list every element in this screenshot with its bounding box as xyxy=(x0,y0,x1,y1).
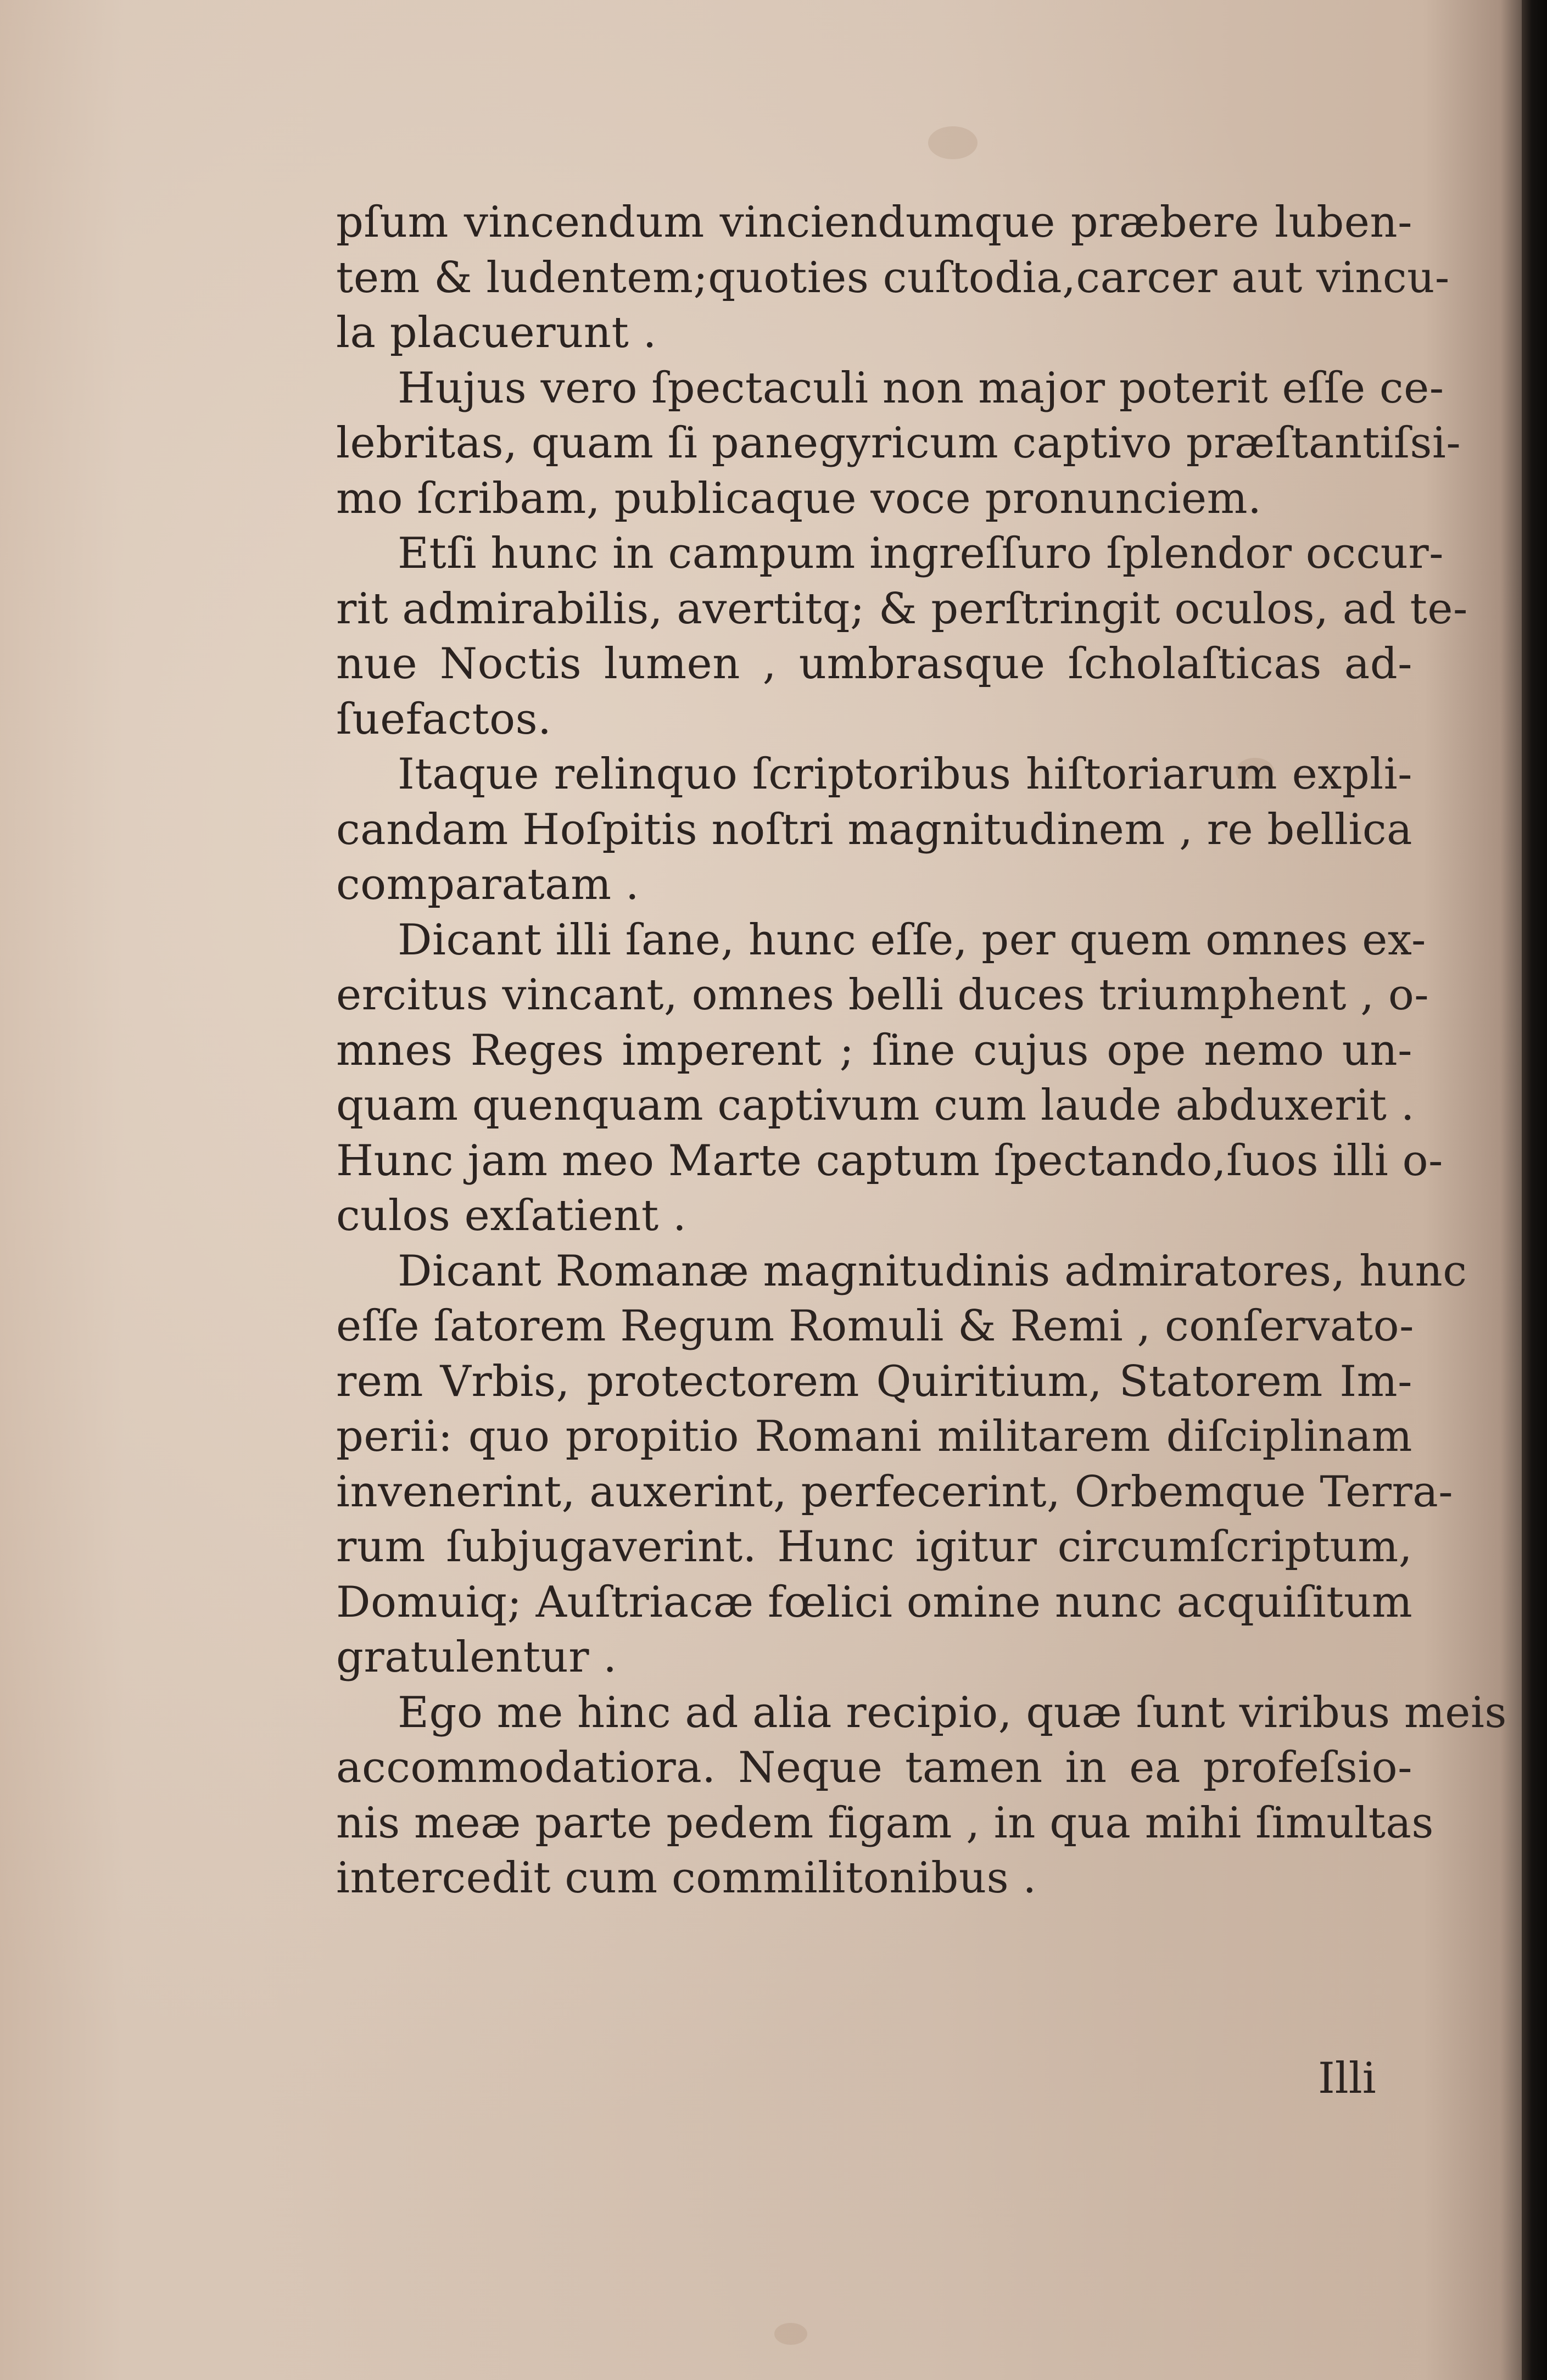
text-line: Itaque relinquo ſcriptoribus hiſtoriarum expli- xyxy=(398,750,1412,799)
text-line: Ego me hinc ad alia recipio, quæ ſunt viribus meis xyxy=(398,1688,1507,1737)
text-line: ſuefactos. xyxy=(336,694,552,744)
text-line: Hunc jam meo Marte captum ſpectando,ſuos illi o- xyxy=(336,1136,1443,1186)
text-line: gratulentur . xyxy=(336,1633,617,1682)
text-line: rit admirabilis, avertitq; & perſtringit oculos, ad te- xyxy=(336,584,1468,634)
paper-stain xyxy=(774,2323,807,2345)
page-edge-shadow xyxy=(1522,0,1547,2380)
text-line: intercedit cum commilitonibus . xyxy=(336,1853,1037,1903)
text-line: rum ſubjugaverint. Hunc igitur circumſcriptum, xyxy=(336,1522,1412,1572)
text-line: ercitus vincant, omnes belli duces triumphent , o- xyxy=(336,970,1429,1020)
text-line: culos exſatient . xyxy=(336,1191,687,1241)
text-line: mo ſcribam, publicaque voce pronunciem. xyxy=(336,473,1262,523)
text-line: la placuerunt . xyxy=(336,308,657,357)
body-text xyxy=(336,195,1507,1906)
paragraph-1 xyxy=(336,195,1450,361)
paper-stain xyxy=(928,126,978,159)
text-line: quam quenquam captivum cum laude abduxerit . xyxy=(336,1081,1415,1130)
text-line: pſum vincendum vinciendumque præbere luben- xyxy=(336,198,1412,247)
paragraph-4 xyxy=(336,747,1412,913)
paragraph-7 xyxy=(336,1685,1507,1906)
text-line: candam Hoſpitis noſtri magnitudinem , re bellica xyxy=(336,804,1413,854)
text-line: rem Vrbis, protectorem Quiritium, Statorem Im- xyxy=(336,1356,1412,1406)
text-line: lebritas, quam ſi panegyricum captivo præſtantiſsi- xyxy=(336,418,1461,468)
text-line: comparatam . xyxy=(336,860,640,909)
text-line: nis meæ parte pedem figam , in qua mihi ſimultas xyxy=(336,1798,1434,1848)
text-line: invenerint, auxerint, perfecerint, Orbemque Terra- xyxy=(336,1467,1454,1517)
paragraph-3 xyxy=(336,526,1468,747)
text-line: Dicant illi ſane, hunc eſſe, per quem omnes ex- xyxy=(398,915,1426,965)
text-line: accommodatiora. Neque tamen in ea profeſsio- xyxy=(336,1743,1412,1792)
text-line: Etſi hunc in campum ingreſſuro ſplendor occur- xyxy=(398,529,1444,578)
text-line: Hujus vero ſpectaculi non major poterit eſſe ce- xyxy=(398,363,1444,413)
catchword: Illi xyxy=(1318,2054,1376,2103)
text-line: Domuiq; Auſtriacæ fœlici omine nunc acquiſitum xyxy=(336,1577,1413,1627)
paragraph-6 xyxy=(336,1244,1467,1685)
paragraph-2 xyxy=(336,361,1461,527)
text-line: perii: quo propitio Romani militarem diſciplinam xyxy=(336,1412,1412,1461)
paragraph-5 xyxy=(336,913,1443,1244)
text-line: eſſe ſatorem Regum Romuli & Remi , conſervato- xyxy=(336,1301,1414,1351)
text-line: tem & ludentem;quoties cuſtodia,carcer aut vincu- xyxy=(336,253,1450,303)
text-line: Dicant Romanæ magnitudinis admiratores, hunc xyxy=(398,1246,1467,1296)
text-line: nue Noctis lumen , umbrasque ſcholaſticas ad- xyxy=(336,639,1412,689)
text-line: mnes Reges imperent ; ſine cujus ope nemo un- xyxy=(336,1025,1412,1075)
